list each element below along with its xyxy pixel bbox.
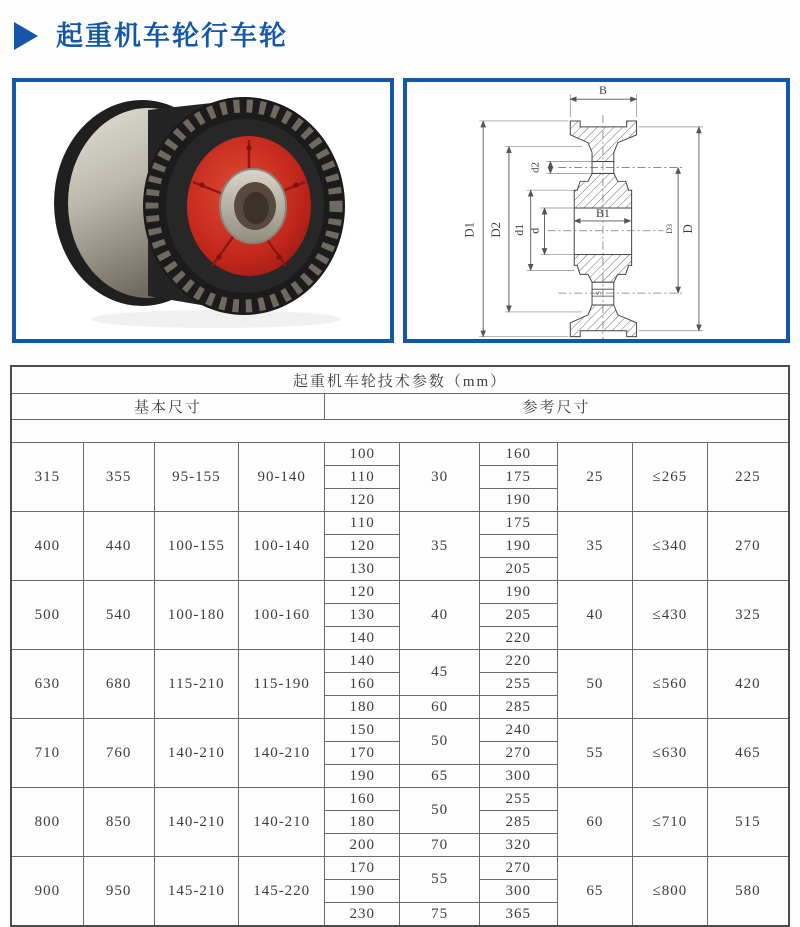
table-title: 起重机车轮技术参数（mm） xyxy=(11,366,789,394)
table-cell: 190 xyxy=(479,489,557,512)
table-cell: 55 xyxy=(400,857,479,903)
bore-hole-inner xyxy=(243,192,269,224)
table-cell: 50 xyxy=(400,719,479,765)
spec-table xyxy=(10,365,790,927)
table-row xyxy=(11,788,789,811)
table-cell: 190 xyxy=(479,581,557,604)
table-cell: 800 xyxy=(11,788,83,857)
page-title: 起重机车轮行车轮 xyxy=(56,20,288,51)
table-cell: 680 xyxy=(83,650,154,719)
table-cell: 190 xyxy=(325,880,400,903)
label-S: S xyxy=(595,291,603,296)
table-row xyxy=(11,857,789,880)
table-body xyxy=(11,366,789,926)
table-cell: 355 xyxy=(83,443,154,512)
table-cell: 175 xyxy=(479,512,557,535)
table-cell: 630 xyxy=(11,650,83,719)
table-cell: 140 xyxy=(325,627,400,650)
table-cell: 365 xyxy=(479,903,557,927)
table-cell: 110 xyxy=(325,512,400,535)
table-cell: 115-190 xyxy=(239,650,325,719)
table-cell: 160 xyxy=(325,673,400,696)
table-cell: 140 xyxy=(325,650,400,673)
table-row xyxy=(11,581,789,604)
table-cell: 100-155 xyxy=(154,512,239,581)
spacer-row xyxy=(11,420,789,443)
label-D2: D2 xyxy=(489,221,504,238)
table-cell: ≤340 xyxy=(633,512,708,581)
table-cell: 145-220 xyxy=(239,857,325,927)
table-cell: 40 xyxy=(400,581,479,650)
table-cell: 240 xyxy=(479,719,557,742)
table-cell: 190 xyxy=(325,765,400,788)
table-cell: 580 xyxy=(707,857,789,927)
table-cell: 170 xyxy=(325,857,400,880)
table-cell: 220 xyxy=(479,627,557,650)
table-cell: 205 xyxy=(479,604,557,627)
table-cell: 760 xyxy=(83,719,154,788)
table-title-row xyxy=(11,366,789,394)
table-cell: 230 xyxy=(325,903,400,927)
table-cell: 160 xyxy=(479,443,557,466)
table-cell: 270 xyxy=(479,857,557,880)
table-cell: 225 xyxy=(707,443,789,512)
table-cell: ≤560 xyxy=(633,650,708,719)
label-B1: B1 xyxy=(596,205,610,220)
table-cell: ≤800 xyxy=(633,857,708,927)
table-cell: 170 xyxy=(325,742,400,765)
table-cell: 100 xyxy=(325,443,400,466)
table-cell: 110 xyxy=(325,466,400,489)
table-cell: 200 xyxy=(325,834,400,857)
table-cell: 55 xyxy=(557,719,632,788)
table-cell: 35 xyxy=(557,512,632,581)
page-header xyxy=(14,22,288,50)
table-cell: 120 xyxy=(325,535,400,558)
table-cell: 285 xyxy=(479,696,557,719)
table-cell: 255 xyxy=(479,673,557,696)
basic-dimensions-header: 基本尺寸 xyxy=(11,394,325,420)
table-cell: 140-210 xyxy=(239,788,325,857)
table-cell: 65 xyxy=(557,857,632,927)
table-cell: 45 xyxy=(400,650,479,696)
table-cell: 60 xyxy=(557,788,632,857)
label-B: B xyxy=(598,83,607,98)
table-cell: 270 xyxy=(707,512,789,581)
label-D3: D3 xyxy=(665,223,675,234)
table-cell: 90-140 xyxy=(239,443,325,512)
table-cell: 180 xyxy=(325,696,400,719)
table-cell: 100-140 xyxy=(239,512,325,581)
table-cell: 300 xyxy=(479,765,557,788)
technical-diagram-panel xyxy=(403,78,790,343)
table-cell: 75 xyxy=(400,903,479,927)
table-cell: 540 xyxy=(83,581,154,650)
table-cell: 420 xyxy=(707,650,789,719)
table-cell: 50 xyxy=(400,788,479,834)
table-cell: 130 xyxy=(325,604,400,627)
table-cell: 950 xyxy=(83,857,154,927)
table-cell: 140-210 xyxy=(154,719,239,788)
table-cell: 160 xyxy=(325,788,400,811)
table-cell: 100-180 xyxy=(154,581,239,650)
table-cell: ≤710 xyxy=(633,788,708,857)
table-cell: 180 xyxy=(325,811,400,834)
table-cell: 220 xyxy=(479,650,557,673)
table-cell: 50 xyxy=(557,650,632,719)
label-d1: d1 xyxy=(511,223,526,236)
table-cell: 150 xyxy=(325,719,400,742)
table-cell: ≤265 xyxy=(633,443,708,512)
table-cell: 140-210 xyxy=(239,719,325,788)
reference-dimensions-header: 参考尺寸 xyxy=(325,394,789,420)
table-cell: 205 xyxy=(479,558,557,581)
table-cell: ≤430 xyxy=(633,581,708,650)
product-photo-panel xyxy=(12,78,394,343)
table-cell: 270 xyxy=(479,742,557,765)
table-cell: 515 xyxy=(707,788,789,857)
table-cell: 850 xyxy=(83,788,154,857)
table-cell: 130 xyxy=(325,558,400,581)
table-cell: ≤630 xyxy=(633,719,708,788)
table-cell: 320 xyxy=(479,834,557,857)
table-cell: 25 xyxy=(557,443,632,512)
crane-wheel-photo xyxy=(16,82,390,339)
table-cell: 325 xyxy=(707,581,789,650)
table-cell: 120 xyxy=(325,489,400,512)
table-cell: 400 xyxy=(11,512,83,581)
wheel-section-diagram xyxy=(407,82,786,339)
table-cell: 500 xyxy=(11,581,83,650)
table-cell: 175 xyxy=(479,466,557,489)
table-cell: 115-210 xyxy=(154,650,239,719)
table-cell: 285 xyxy=(479,811,557,834)
table-cell: 300 xyxy=(479,880,557,903)
table-cell: 140-210 xyxy=(154,788,239,857)
photo-shadow xyxy=(91,310,341,328)
table-cell: 440 xyxy=(83,512,154,581)
table-header-row xyxy=(11,394,789,420)
table-cell: 65 xyxy=(400,765,479,788)
spacer-cell xyxy=(11,420,789,443)
label-d: d xyxy=(527,227,542,234)
table-cell: 100-160 xyxy=(239,581,325,650)
table-cell: 35 xyxy=(400,512,479,581)
table-cell: 900 xyxy=(11,857,83,927)
table-cell: 60 xyxy=(400,696,479,719)
triangle-bullet-icon xyxy=(14,22,38,50)
table-cell: 70 xyxy=(400,834,479,857)
table-cell: 120 xyxy=(325,581,400,604)
table-cell: 465 xyxy=(707,719,789,788)
table-cell: 40 xyxy=(557,581,632,650)
table-cell: 710 xyxy=(11,719,83,788)
table-cell: 315 xyxy=(11,443,83,512)
table-row xyxy=(11,512,789,535)
table-cell: 95-155 xyxy=(154,443,239,512)
table-row xyxy=(11,443,789,466)
label-D: D xyxy=(680,224,695,234)
label-d2: d2 xyxy=(529,162,542,173)
label-D1: D1 xyxy=(462,221,477,238)
table-cell: 255 xyxy=(479,788,557,811)
table-row xyxy=(11,719,789,742)
table-row xyxy=(11,650,789,673)
table-cell: 190 xyxy=(479,535,557,558)
table-cell: 30 xyxy=(400,443,479,512)
table-cell: 145-210 xyxy=(154,857,239,927)
